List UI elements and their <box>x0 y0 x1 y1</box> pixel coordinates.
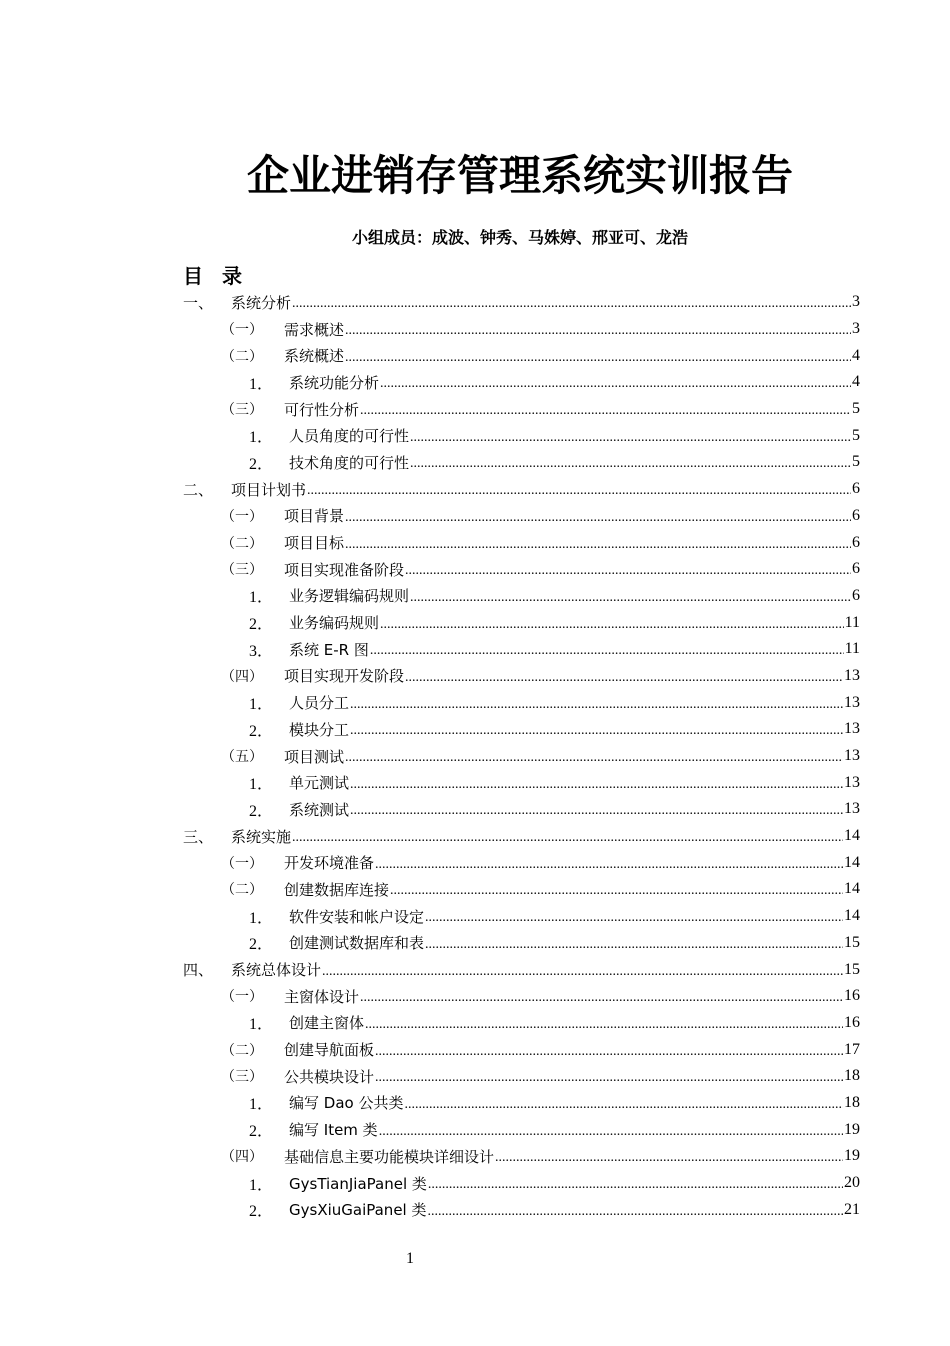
toc-entry-number: （一） <box>221 855 263 872</box>
toc-entry-label: 业务逻辑编码规则 <box>289 587 410 606</box>
toc-dot-leader <box>307 480 851 498</box>
toc-entry[interactable] <box>183 663 860 690</box>
toc-entry-number: 1． <box>249 1096 274 1114</box>
toc-entry-page: 15 <box>844 933 860 951</box>
toc-entry-number: （二） <box>221 1042 263 1059</box>
toc-dot-leader <box>350 694 843 712</box>
toc-entry-page: 6 <box>852 506 860 524</box>
toc-dot-leader <box>427 1201 843 1219</box>
toc-entry-page: 14 <box>844 827 860 845</box>
toc-entry-label: 创建测试数据库和表 <box>289 934 425 953</box>
toc-entry-page: 20 <box>844 1174 860 1192</box>
toc-entry-page: 13 <box>844 747 860 765</box>
toc-entry[interactable] <box>183 769 860 796</box>
toc-entry[interactable] <box>183 503 860 530</box>
toc-entry-page: 3 <box>852 320 860 338</box>
toc-dot-leader <box>375 1067 843 1085</box>
toc-dot-leader <box>345 347 851 365</box>
toc-dot-leader <box>360 987 843 1005</box>
toc-entry-number: （四） <box>221 668 263 685</box>
toc-entry-label: 编写 Dao 公共类 <box>289 1094 404 1113</box>
toc-entry-page: 13 <box>844 773 860 791</box>
toc-entry[interactable] <box>183 1116 860 1143</box>
toc-entry-label: 人员角度的可行性 <box>289 427 410 446</box>
toc-entry[interactable] <box>183 529 860 556</box>
toc-entry-page: 14 <box>844 853 860 871</box>
toc-entry-number: 1． <box>249 589 274 607</box>
toc-entry-number: （一） <box>221 322 263 339</box>
toc-entry-page: 6 <box>852 560 860 578</box>
group-members: 小组成员：成波、钟秀、马姝婷、邢亚可、龙浩 <box>351 228 688 247</box>
toc-entry[interactable] <box>183 289 860 316</box>
toc-dot-leader <box>292 827 843 845</box>
toc-entry-number: 2． <box>249 722 274 740</box>
toc-dot-leader <box>390 880 843 898</box>
toc-entry-page: 11 <box>844 640 860 658</box>
toc-entry[interactable] <box>183 316 860 343</box>
toc-entry-page: 5 <box>852 453 860 471</box>
toc-dot-leader <box>428 1174 843 1192</box>
toc-entry[interactable] <box>183 396 860 423</box>
toc-dot-leader <box>425 934 843 952</box>
toc-entry-number: 1． <box>249 375 274 393</box>
toc-entry-label: 项目测试 <box>284 747 345 766</box>
toc-dot-leader <box>350 774 843 792</box>
toc-entry-page: 19 <box>844 1120 860 1138</box>
toc-dot-leader <box>345 320 851 338</box>
toc-entry-label: 项目背景 <box>284 507 345 526</box>
toc-entry-number: （三） <box>221 562 263 579</box>
toc-dot-leader <box>350 800 843 818</box>
toc-entry-number: 2． <box>249 616 274 634</box>
toc-dot-leader <box>375 1041 843 1059</box>
toc-dot-leader <box>292 293 851 311</box>
toc-entry-label: 系统功能分析 <box>289 373 380 392</box>
toc-dot-leader <box>370 640 844 658</box>
toc-dot-leader <box>405 667 843 685</box>
toc-entry[interactable] <box>183 823 860 850</box>
toc-entry-number: 一、 <box>183 293 214 312</box>
toc-entry-label: 系统概述 <box>284 347 345 366</box>
toc-entry[interactable] <box>183 583 860 610</box>
toc-entry-page: 16 <box>844 1013 860 1031</box>
toc-heading: 目 录 <box>183 264 242 288</box>
toc-dot-leader <box>345 747 843 765</box>
toc-entry-page: 14 <box>844 907 860 925</box>
toc-entry-number: （一） <box>221 508 263 525</box>
toc-entry-number: 1． <box>249 909 274 927</box>
toc-entry[interactable] <box>183 930 860 957</box>
toc-entry-number: 2． <box>249 802 274 820</box>
toc-entry-number: 3． <box>249 642 274 660</box>
toc-entry-number: （三） <box>221 402 263 419</box>
toc-entry[interactable] <box>183 342 860 369</box>
toc-dot-leader <box>360 400 851 418</box>
toc-entry-number: 2． <box>249 1123 274 1141</box>
toc-entry-page: 13 <box>844 666 860 684</box>
toc-entry[interactable] <box>183 449 860 476</box>
toc-entry[interactable] <box>183 476 860 503</box>
toc-entry-page: 4 <box>852 346 860 364</box>
toc-entry-number: （二） <box>221 348 263 365</box>
toc-entry[interactable] <box>183 903 860 930</box>
toc-dot-leader <box>410 453 851 471</box>
toc-dot-leader <box>380 373 851 391</box>
toc-dot-leader <box>322 961 843 979</box>
toc-entry-page: 5 <box>852 400 860 418</box>
toc-entry-page: 5 <box>852 426 860 444</box>
toc-entry-label: 系统 E-R 图 <box>289 640 369 659</box>
toc-entry-label: 人员分工 <box>289 694 350 713</box>
toc-entry-number: 四、 <box>183 961 214 980</box>
toc-entry-label: 模块分工 <box>289 720 350 739</box>
toc-dot-leader <box>410 427 851 445</box>
toc-entry[interactable] <box>183 1143 860 1170</box>
toc-entry-label: 业务编码规则 <box>289 614 380 633</box>
toc-entry-page: 21 <box>844 1200 860 1218</box>
toc-entry-number: （五） <box>221 749 263 766</box>
toc-entry-number: 三、 <box>183 827 214 846</box>
page-number: 1 <box>406 1250 414 1267</box>
toc-entry-page: 4 <box>852 373 860 391</box>
toc-entry-label: 系统测试 <box>289 800 350 819</box>
toc-entry-page: 6 <box>852 480 860 498</box>
toc-entry-page: 6 <box>852 533 860 551</box>
toc-entry-label: 需求概述 <box>284 320 345 339</box>
toc-entry-label: 项目目标 <box>284 534 345 553</box>
toc-entry-number: 1． <box>249 1016 274 1034</box>
toc-entry-page: 11 <box>844 613 860 631</box>
toc-dot-leader <box>405 560 851 578</box>
toc-dot-leader <box>345 534 851 552</box>
toc-entry[interactable] <box>183 636 860 663</box>
toc-entry-page: 13 <box>844 800 860 818</box>
toc-entry[interactable] <box>183 1036 860 1063</box>
toc-entry-page: 15 <box>844 960 860 978</box>
toc-entry-label: 基础信息主要功能模块详细设计 <box>284 1147 495 1166</box>
toc-entry-label: 公共模块设计 <box>284 1067 375 1086</box>
toc-entry-label: 软件安装和帐户设定 <box>289 907 425 926</box>
toc-entry-label: GysTianJiaPanel 类 <box>289 1174 427 1193</box>
toc-entry[interactable] <box>183 743 860 770</box>
toc-entry-label: 创建数据库连接 <box>284 880 390 899</box>
toc-entry-page: 16 <box>844 987 860 1005</box>
toc-entry-number: （一） <box>221 989 263 1006</box>
toc-entry-page: 19 <box>844 1147 860 1165</box>
toc-entry-number: （二） <box>221 882 263 899</box>
toc-entry[interactable] <box>183 689 860 716</box>
toc-dot-leader <box>345 507 851 525</box>
toc-entry[interactable] <box>183 556 860 583</box>
toc-entry[interactable] <box>183 1063 860 1090</box>
toc-entry-number: 1． <box>249 1176 274 1194</box>
toc-entry[interactable] <box>183 369 860 396</box>
toc-entry-number: 2． <box>249 1203 274 1221</box>
toc-entry-label: 编写 Item 类 <box>289 1121 378 1140</box>
toc-entry-label: GysXiuGaiPanel 类 <box>289 1201 427 1220</box>
toc-entry-number: （三） <box>221 1069 263 1086</box>
toc-entry-label: 系统总体设计 <box>231 961 322 980</box>
toc-entry[interactable] <box>183 422 860 449</box>
toc-entry-label: 创建主窗体 <box>289 1014 365 1033</box>
toc-entry-page: 13 <box>844 693 860 711</box>
toc-entry[interactable] <box>183 849 860 876</box>
toc-entry[interactable] <box>183 1196 860 1223</box>
toc-entry-number: 2． <box>249 936 274 954</box>
document-title: 企业进销存管理系统实训报告 <box>246 151 793 200</box>
toc-entry[interactable] <box>183 1010 860 1037</box>
toc-entry-number: 二、 <box>183 480 214 499</box>
toc-entry-label: 项目实现准备阶段 <box>284 560 405 579</box>
toc-entry-label: 项目计划书 <box>231 480 307 499</box>
toc-dot-leader <box>380 614 844 632</box>
toc-entry-label: 主窗体设计 <box>284 987 360 1006</box>
toc-entry-number: 2． <box>249 455 274 473</box>
toc-dot-leader <box>495 1147 843 1165</box>
toc-entry[interactable] <box>183 956 860 983</box>
toc-dot-leader <box>375 854 843 872</box>
toc-entry[interactable] <box>183 1170 860 1197</box>
toc-entry-page: 6 <box>852 586 860 604</box>
toc-entry-page: 18 <box>844 1093 860 1111</box>
toc-entry[interactable] <box>183 983 860 1010</box>
toc-entry[interactable] <box>183 876 860 903</box>
toc-entry-label: 创建导航面板 <box>284 1041 375 1060</box>
toc-entry[interactable] <box>183 716 860 743</box>
toc-dot-leader <box>410 587 851 605</box>
toc-entry-number: 1． <box>249 776 274 794</box>
toc-dot-leader <box>379 1121 843 1139</box>
toc-entry[interactable] <box>183 796 860 823</box>
toc-entry[interactable] <box>183 1090 860 1117</box>
toc-entry-number: 1． <box>249 696 274 714</box>
toc-entry-label: 系统实施 <box>231 827 292 846</box>
toc-entry-number: 1． <box>249 429 274 447</box>
toc-entry-label: 开发环境准备 <box>284 854 375 873</box>
toc-dot-leader <box>404 1094 843 1112</box>
toc-entry-label: 技术角度的可行性 <box>289 453 410 472</box>
table-of-contents <box>183 289 860 1223</box>
toc-entry-number: （二） <box>221 535 263 552</box>
toc-entry-page: 18 <box>844 1067 860 1085</box>
toc-entry-page: 14 <box>844 880 860 898</box>
toc-entry-label: 单元测试 <box>289 774 350 793</box>
toc-entry-page: 13 <box>844 720 860 738</box>
toc-entry-label: 系统分析 <box>231 293 292 312</box>
toc-entry-number: （四） <box>221 1149 263 1166</box>
toc-entry-label: 可行性分析 <box>284 400 360 419</box>
toc-dot-leader <box>425 907 843 925</box>
toc-entry[interactable] <box>183 609 860 636</box>
toc-entry-page: 17 <box>844 1040 860 1058</box>
toc-entry-label: 项目实现开发阶段 <box>284 667 405 686</box>
toc-entry-page: 3 <box>852 293 860 311</box>
toc-dot-leader <box>350 720 843 738</box>
toc-dot-leader <box>365 1014 843 1032</box>
